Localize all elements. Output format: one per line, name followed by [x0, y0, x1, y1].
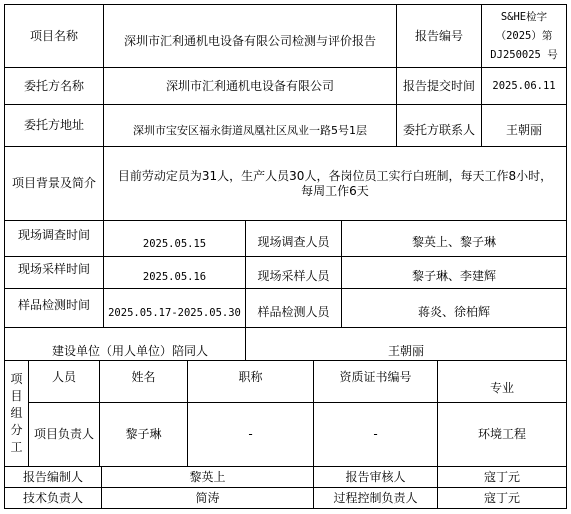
report-no-value — [482, 5, 566, 67]
reviewer-label: 报告审核人 — [345, 469, 406, 484]
sampling-time-label: 现场采样时间 — [17, 262, 90, 276]
survey-time-value: 2025.05.15 — [142, 238, 207, 250]
report-no-line: S&HE检字 — [500, 10, 548, 23]
process-lead-label: 过程控制负责人 — [333, 490, 418, 505]
compiler-value: 黎英上 — [189, 469, 226, 484]
survey-staff-value: 黎英上、黎子琳 — [411, 235, 496, 249]
testing-staff-value: 蒋炎、徐柏辉 — [417, 304, 490, 319]
testing-staff-label: 样品检测人员 — [257, 304, 330, 319]
escort-label: 建设单位（用人单位）陪同人 — [51, 343, 208, 358]
process-lead-value: 寇丁元 — [483, 490, 520, 505]
team-row-cert-no: - — [373, 427, 378, 441]
client-name-label: 委托方名称 — [23, 78, 84, 93]
team-label — [5, 361, 28, 466]
team-label-char: 分 — [10, 423, 23, 437]
report-no-line: （2025）第 — [495, 29, 553, 42]
sampling-staff-value: 黎子琳、李建辉 — [411, 269, 496, 283]
team-header-person: 人员 — [51, 370, 76, 384]
team-header-name: 姓名 — [131, 370, 156, 384]
sampling-staff-label: 现场采样人员 — [257, 269, 330, 283]
team-label-char: 项 — [10, 372, 23, 386]
grid-line — [566, 4, 567, 509]
team-label-char: 目 — [10, 389, 23, 403]
client-address-label: 委托方地址 — [23, 118, 84, 132]
submit-time-value: 2025.06.11 — [492, 79, 556, 92]
reviewer-value: 寇丁元 — [483, 469, 520, 484]
testing-time-value: 2025.05.17-2025.05.30 — [108, 306, 241, 319]
report-no-line: DJ250025 号 — [490, 48, 558, 61]
team-label-char: 组 — [10, 406, 23, 420]
grid-line — [4, 508, 567, 509]
team-row-name: 黎子琳 — [125, 427, 162, 441]
team-row-title: - — [248, 427, 253, 441]
sampling-time-value: 2025.05.16 — [142, 271, 207, 283]
background-label: 项目背景及简介 — [11, 176, 96, 190]
team-header-title: 职称 — [238, 370, 263, 384]
client-address-value: 深圳市宝安区福永街道凤凰社区凤业一路5号1层 — [133, 124, 367, 137]
client-contact-value: 王朝丽 — [505, 123, 542, 137]
team-row-specialty: 环境工程 — [477, 427, 526, 441]
project-name-label: 项目名称 — [29, 28, 78, 43]
tech-lead-value: 简涛 — [195, 490, 220, 505]
team-row-role: 项目负责人 — [33, 427, 94, 441]
background-text: 目前劳动定员为31人，生产人员30人，各岗位员工实行白班制，每天工作8小时，每周工作6天 — [117, 168, 553, 198]
report-no-label: 报告编号 — [414, 28, 463, 43]
client-contact-label: 委托方联系人 — [402, 123, 475, 137]
project-name-value: 深圳市汇利通机电设备有限公司检测与评价报告 — [123, 33, 376, 48]
escort-value: 王朝丽 — [387, 343, 424, 358]
client-name-value: 深圳市汇利通机电设备有限公司 — [165, 78, 334, 93]
testing-time-label: 样品检测时间 — [17, 297, 90, 312]
tech-lead-label: 技术负责人 — [22, 490, 83, 505]
compiler-label: 报告编制人 — [22, 469, 83, 484]
survey-staff-label: 现场调查人员 — [257, 235, 330, 249]
survey-time-label: 现场调查时间 — [17, 228, 90, 242]
submit-time-label: 报告提交时间 — [402, 78, 475, 93]
team-header-specialty: 专业 — [489, 381, 514, 395]
team-label-char: 工 — [10, 440, 23, 454]
team-header-cert-no: 资质证书编号 — [339, 370, 412, 384]
